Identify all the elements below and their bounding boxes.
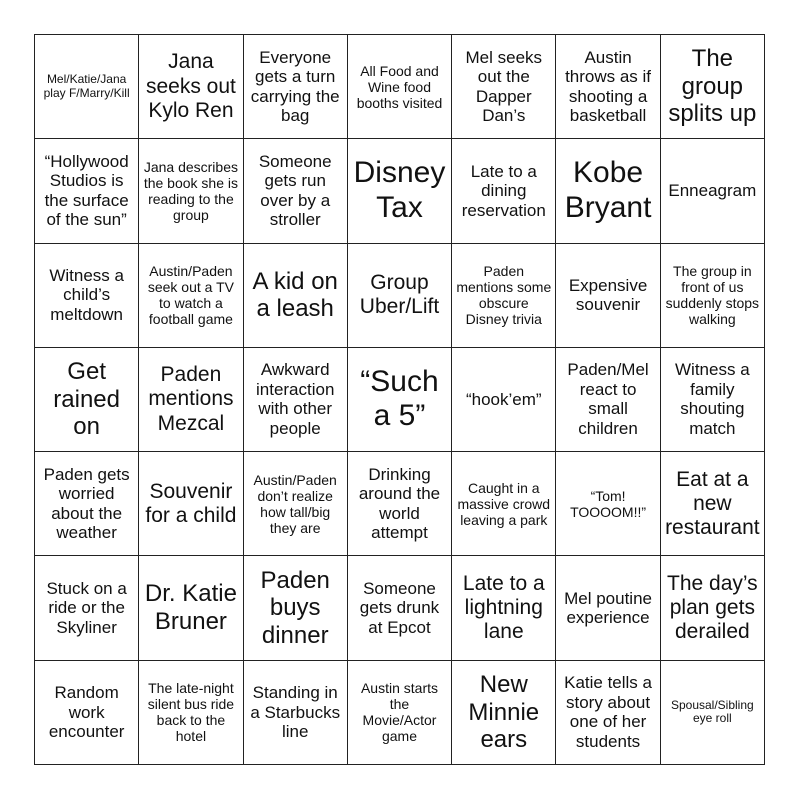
bingo-cell[interactable]: Katie tells a story about one of her students — [556, 661, 660, 765]
bingo-cell[interactable]: Standing in a Starbucks line — [244, 661, 348, 765]
bingo-cell[interactable]: Mel poutine experience — [556, 556, 660, 660]
bingo-cell[interactable]: Mel seeks out the Dapper Dan’s — [452, 35, 556, 139]
bingo-cell[interactable]: Caught in a massive crowd leaving a park — [452, 452, 556, 556]
bingo-cell[interactable]: Souvenir for a child — [139, 452, 243, 556]
bingo-cell[interactable]: The late-night silent bus ride back to the hotel — [139, 661, 243, 765]
bingo-cell[interactable]: Group Uber/Lift — [348, 244, 452, 348]
bingo-cell[interactable]: Enneagram — [661, 139, 765, 243]
bingo-cell[interactable]: Random work encounter — [35, 661, 139, 765]
bingo-cell[interactable]: Paden mentions Mezcal — [139, 348, 243, 452]
bingo-cell[interactable]: Witness a family shouting match — [661, 348, 765, 452]
bingo-cell[interactable]: Late to a dining reservation — [452, 139, 556, 243]
bingo-cell[interactable]: Everyone gets a turn carrying the bag — [244, 35, 348, 139]
bingo-cell[interactable]: Awkward interaction with other people — [244, 348, 348, 452]
bingo-cell[interactable]: Paden gets worried about the weather — [35, 452, 139, 556]
bingo-cell[interactable]: Stuck on a ride or the Skyliner — [35, 556, 139, 660]
bingo-cell[interactable]: New Minnie ears — [452, 661, 556, 765]
bingo-cell[interactable]: Austin throws as if shooting a basketball — [556, 35, 660, 139]
bingo-cell[interactable]: “Such a 5” — [348, 348, 452, 452]
bingo-cell[interactable]: All Food and Wine food booths visited — [348, 35, 452, 139]
bingo-cell[interactable]: Paden mentions some obscure Disney trivia — [452, 244, 556, 348]
bingo-cell[interactable]: The day’s plan gets derailed — [661, 556, 765, 660]
bingo-cell[interactable]: Jana describes the book she is reading to the group — [139, 139, 243, 243]
bingo-cell[interactable]: Dr. Katie Bruner — [139, 556, 243, 660]
bingo-cell[interactable]: Austin/Paden don’t realize how tall/big they are — [244, 452, 348, 556]
bingo-cell[interactable]: Paden/Mel react to small children — [556, 348, 660, 452]
bingo-cell[interactable]: Late to a lightning lane — [452, 556, 556, 660]
bingo-cell[interactable]: “Tom! TOOOOM!!” — [556, 452, 660, 556]
bingo-cell[interactable]: A kid on a leash — [244, 244, 348, 348]
bingo-cell[interactable]: Someone gets drunk at Epcot — [348, 556, 452, 660]
bingo-cell[interactable]: “hook’em” — [452, 348, 556, 452]
bingo-cell[interactable]: The group splits up — [661, 35, 765, 139]
bingo-cell[interactable]: Austin starts the Movie/Actor game — [348, 661, 452, 765]
bingo-cell[interactable]: Kobe Bryant — [556, 139, 660, 243]
bingo-cell[interactable]: Jana seeks out Kylo Ren — [139, 35, 243, 139]
bingo-cell[interactable]: “Hollywood Studios is the surface of the sun” — [35, 139, 139, 243]
bingo-cell[interactable]: Get rained on — [35, 348, 139, 452]
bingo-cell[interactable]: Disney Tax — [348, 139, 452, 243]
bingo-card-grid — [34, 34, 765, 765]
bingo-cell[interactable]: Eat at a new restaurant — [661, 452, 765, 556]
bingo-cell[interactable]: The group in front of us suddenly stops walking — [661, 244, 765, 348]
bingo-cell[interactable]: Spousal/Sibling eye roll — [661, 661, 765, 765]
bingo-cell[interactable]: Paden buys dinner — [244, 556, 348, 660]
bingo-cell[interactable]: Someone gets run over by a stroller — [244, 139, 348, 243]
bingo-cell[interactable]: Drinking around the world attempt — [348, 452, 452, 556]
bingo-cell[interactable]: Expensive souvenir — [556, 244, 660, 348]
bingo-cell[interactable]: Mel/Katie/Jana play F/Marry/Kill — [35, 35, 139, 139]
bingo-cell[interactable]: Witness a child’s meltdown — [35, 244, 139, 348]
bingo-cell[interactable]: Austin/Paden seek out a TV to watch a football game — [139, 244, 243, 348]
